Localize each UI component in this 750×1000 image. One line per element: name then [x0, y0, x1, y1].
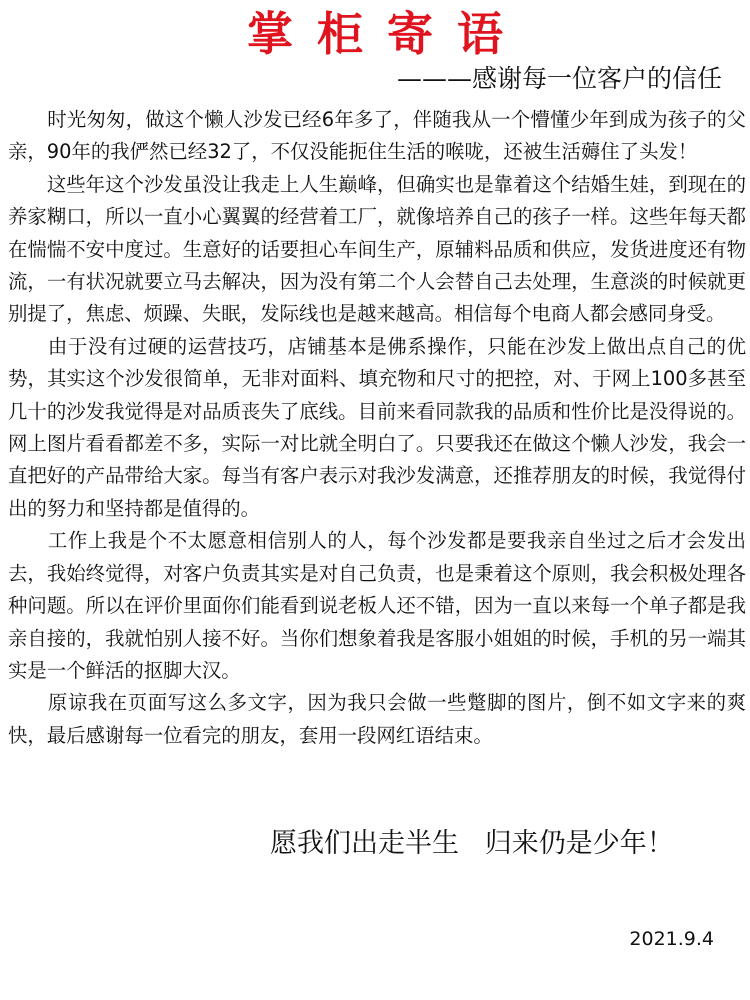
paragraph-5: 原谅我在页面写这么多文字，因为我只会做一些蹩脚的图片，倒不如文字来的爽快，最后感谢每一位看完的朋友，套用一段网红语结束。 — [8, 691, 746, 747]
letter-date: 2021.9.4 — [629, 928, 714, 950]
paragraph-1: 时光匆匆，做这个懒人沙发已经6年多了，伴随我从一个懵懂少年到成为孩子的父亲，90年的我俨然已经32了，不仅没能扼住生活的喉咙，还被生活薅住了头发！ — [8, 108, 746, 164]
letter-body — [8, 104, 746, 752]
closing-motto: 愿我们出走半生 归来仍是少年！ — [270, 828, 674, 859]
paragraph-4: 工作上我是个不太愿意相信别人的人，每个沙发都是要我亲自坐过之后才会发出去，我始终觉得，对客户负责其实是对自己负责，也是秉着这个原则，我会积极处理各种问题。所以在评价里面你们能看到说老板人还不错，因为一直以来每一个单子都是我亲自接的，我就怕别人接不好。当你们想象着我是客服小姐姐的时候，手机的另一端其实是一个鲜活的抠脚大汉。 — [8, 529, 746, 682]
page-title: 掌柜寄语 — [247, 7, 527, 61]
page-subtitle: ———感谢每一位客户的信任 — [396, 64, 722, 93]
paragraph-2: 这些年这个沙发虽没让我走上人生巅峰，但确实也是靠着这个结婚生娃，到现在的养家糊口，所以一直小心翼翼的经营着工厂，就像培养自己的孩子一样。这些年每天都在惴惴不安中度过。生意好的话要担心车间生产，原辅料品质和供应，发货进度还有物流，一有状况就要立马去解决，因为没有第二个人会替自己去处理，生意淡的时候就更别提了，焦虑、烦躁、失眠，发际线也是越来越高。相信每个电商人都会感同身受。 — [8, 172, 746, 326]
paragraph-3: 由于没有过硬的运营技巧，店铺基本是佛系操作，只能在沙发上做出点自己的优势，其实这个沙发很简单，无非对面料、填充物和尺寸的把控，对、于网上100多甚至几十的沙发我觉得是对品质丧失了底线。目前来看同款我的品质和性价比是没得说的。网上图片看看都差不多，实际一对比就全明白了。只要我还在做这个懒人沙发，我会一直把好的产品带给大家。每当有客户表示对我沙发满意，还推荐朋友的时候，我觉得付出的努力和坚持都是值得的。 — [8, 334, 746, 520]
